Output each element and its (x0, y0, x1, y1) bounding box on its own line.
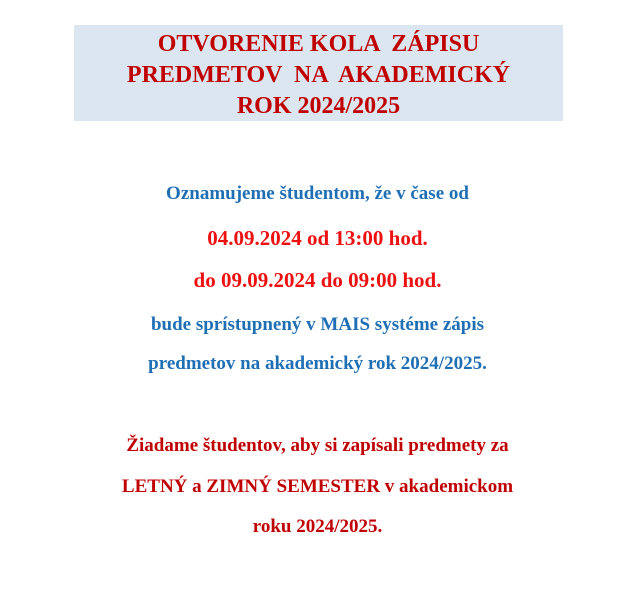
title-line-1: OTVORENIE KOLA ZÁPISU (157, 31, 480, 57)
announcement-date-to: do 09.09.2024 do 09:00 hod. (193, 268, 442, 292)
request-line-3: roku 2024/2025. (252, 516, 383, 537)
announcement-date-from: 04.09.2024 od 13:00 hod. (207, 226, 428, 250)
title-line-3: ROK 2024/2025 (236, 93, 401, 119)
title-banner (74, 25, 563, 121)
announcement-intro: Oznamujeme študentom, že v čase od (166, 183, 469, 204)
title-line-2: PREDMETOV NA AKADEMICKÝ (126, 62, 511, 88)
request-line-2: LETNÝ a ZIMNÝ SEMESTER v akademickom (121, 476, 514, 497)
announcement-body-line-1: bude sprístupnený v MAIS systéme zápis (150, 314, 485, 335)
request-line-1: Žiadame študentov, aby si zapísali predmety za (126, 435, 509, 456)
announcement-body-line-2: predmetov na akademický rok 2024/2025. (148, 353, 487, 374)
